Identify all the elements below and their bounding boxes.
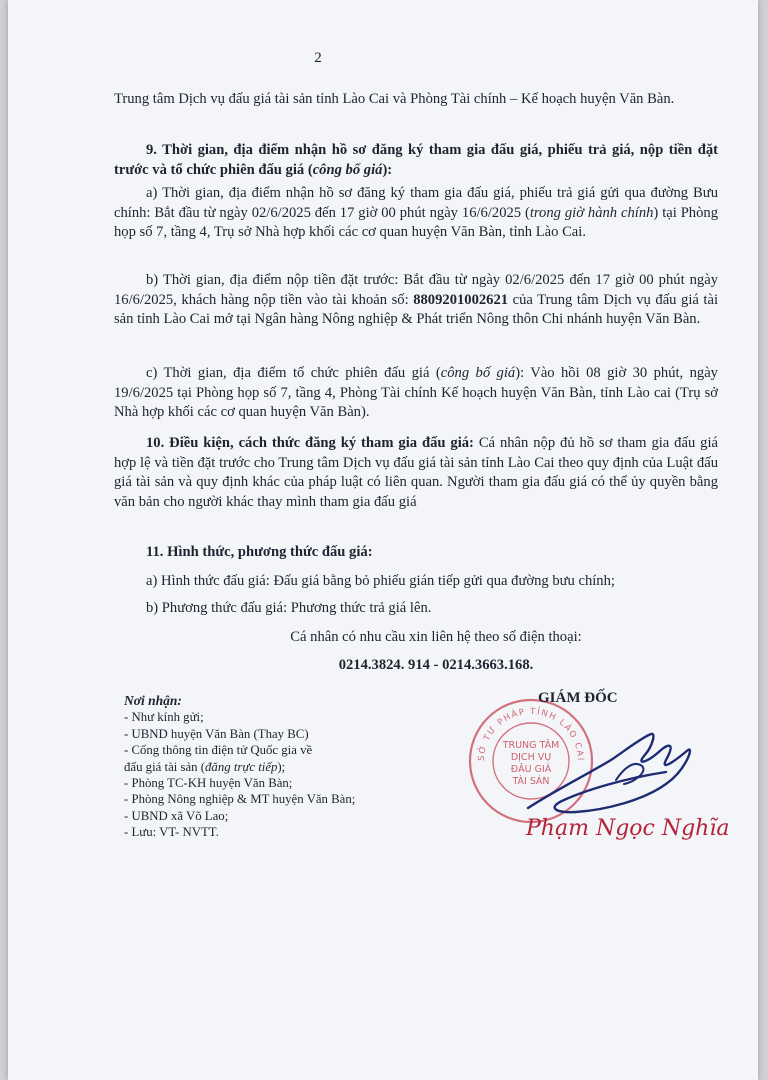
recipient-item: - UBND xã Võ Lao;: [124, 808, 229, 823]
section10: 10. Điều kiện, cách thức đăng ký tham gia đấu giá: Cá nhân nộp đủ hồ sơ tham gia đấu giá hợp lệ và tiền đặt trước cho Trung tâm Dịch vụ đấu giá tài sản tỉnh Lào Cai theo quy định của Luật đấu giá tài sản và quy định khác của pháp luật có liên quan. Người tham gia đấu giá có thể ủy quyền bằng văn bản cho người khác thay mình tham gia đấu giá: [114, 435, 718, 510]
recipient-item: đấu giá tài sản (đăng trực tiếp);: [124, 759, 286, 774]
recipient-item: - Như kính gửi;: [124, 710, 204, 725]
seal-line-1: TRUNG TÂM: [502, 740, 560, 751]
document-page: [8, 0, 758, 1080]
section11-item-b: b) Phương thức đấu giá: Phương thức trả giá lên.: [146, 600, 432, 616]
signer-title: GIÁM ĐỐC: [538, 690, 618, 706]
page-number: 2: [314, 50, 322, 66]
signer-name: Phạm Ngọc Nghĩa: [526, 816, 730, 841]
recipient-item: - Cổng thông tin điện tử Quốc gia về: [124, 743, 313, 758]
section9-item-a: a) Thời gian, địa điểm nhận hồ sơ đăng ký tham gia đấu giá, phiếu trả giá gửi qua đường Bưu chính: Bắt đầu từ ngày 02/6/2025 đến 17 giờ 00 phút ngày 16/6/2025 (trong giờ hành chính) tại Phòng họp số 7, tầng 4, Trụ sở Nhà hợp khối các cơ quan huyện Văn Bàn, tỉnh Lào Cai.: [114, 185, 718, 240]
seal-line-3: ĐẤU GIÁ: [510, 764, 552, 775]
section9-item-b: b) Thời gian, địa điểm nộp tiền đặt trước: Bắt đầu từ ngày 02/6/2025 đến 17 giờ 00 phút ngày 16/6/2025, khách hàng nộp tiền vào tài khoản số: 8809201002621 của Trung tâm Dịch vụ đấu giá tài sản tỉnh Lào Cai mở tại Ngân hàng Nông nghiệp & Phát triển Nông thôn Chi nhánh huyện Văn Bàn.: [114, 272, 718, 327]
intro-continuation: Trung tâm Dịch vụ đấu giá tài sản tỉnh Lào Cai và Phòng Tài chính – Kế hoạch huyện Văn Bàn.: [114, 91, 675, 107]
recipient-item: - Lưu: VT- NVTT.: [124, 825, 219, 840]
recipients-heading: Nơi nhận:: [124, 693, 182, 708]
handwritten-signature: [516, 720, 706, 820]
seal-line-4: TÀI SẢN: [512, 776, 550, 787]
recipient-item: - Phòng Nông nghiệp & MT huyện Văn Bàn;: [124, 792, 356, 807]
seal-line-2: DỊCH VỤ: [510, 752, 552, 763]
section11-heading: 11. Hình thức, phương thức đấu giá:: [146, 544, 373, 560]
section10-heading: 10. Điều kiện, cách thức đăng ký tham gia đấu giá:: [146, 435, 474, 451]
seal-ring-text: SỞ TƯ PHÁP TỈNH LÀO CAI: [476, 706, 586, 762]
recipient-item: - Phòng TC-KH huyện Văn Bàn;: [124, 776, 293, 791]
contact-phones: 0214.3824. 914 - 0214.3663.168.: [338, 657, 534, 673]
section9-heading: 9. Thời gian, địa điểm nhận hồ sơ đăng ký tham gia đấu giá, phiếu trả giá, nộp tiền đặt trước và tổ chức phiên đấu giá (công bố giá):: [114, 142, 718, 178]
bank-account-number: 8809201002621: [413, 291, 509, 308]
section11-item-a: a) Hình thức đấu giá: Đấu giá bằng bỏ phiếu gián tiếp gửi qua đường bưu chính;: [146, 573, 615, 589]
contact-text: Cá nhân có nhu cầu xin liên hệ theo số điện thoại:: [290, 629, 582, 645]
recipients-block: [124, 693, 424, 841]
recipient-item: - UBND huyện Văn Bàn (Thay BC): [124, 726, 309, 741]
section9-item-c: c) Thời gian, địa điểm tổ chức phiên đấu giá (công bố giá): Vào hồi 08 giờ 30 phút, ngày 19/6/2025 tại Phòng họp số 7, tầng 4, Phòng Tài chính Kế hoạch huyện Văn Bàn, tỉnh Lào cai (Trụ sở Nhà hợp khối các cơ quan huyện Văn Bàn).: [114, 365, 718, 420]
